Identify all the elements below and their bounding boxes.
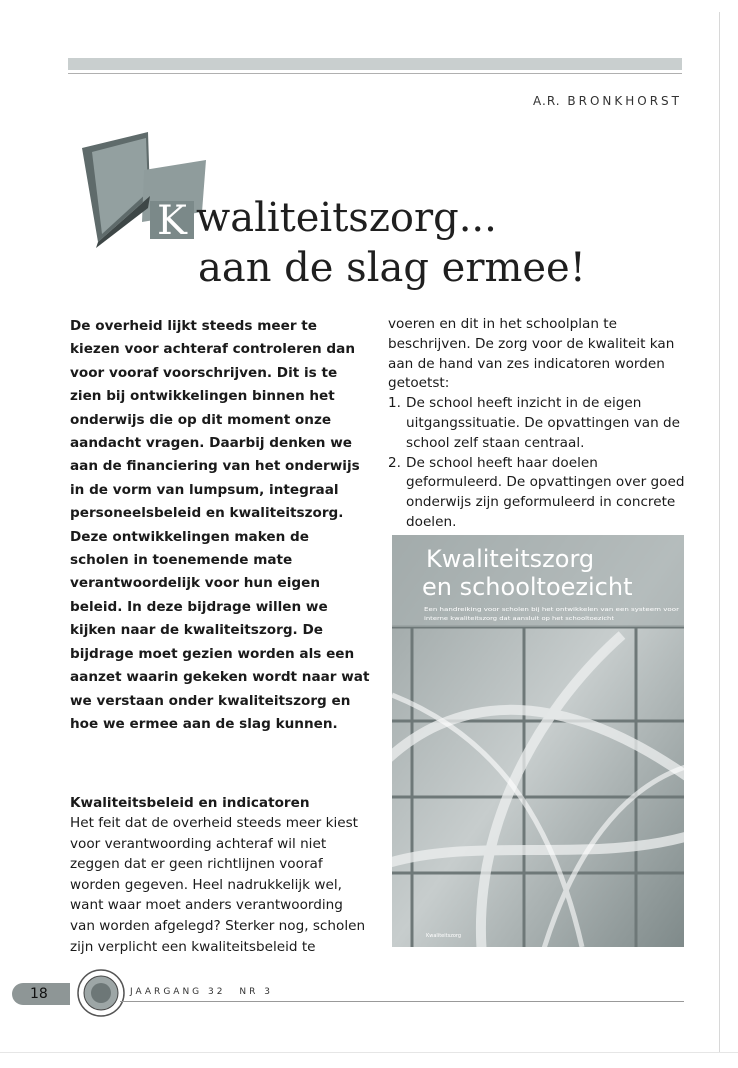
- section-body: Het feit dat de overheid steeds meer kiest voor verantwoording achteraf wil niet zeggen dat er geen richtlijnen vooraf worden gegeven. Heel nadrukkelijk wel, want waar moet anders verantwoording van worden afgelegd? Sterker nog, scholen zijn verplicht een kwaliteitsbeleid te: [70, 815, 366, 955]
- indicator-list: [388, 394, 688, 533]
- footer-issue: [130, 987, 273, 997]
- author-byline: [533, 94, 682, 108]
- footer-jaargang: JAARGANG 32: [130, 987, 226, 997]
- journal-seal-icon: [76, 968, 126, 1018]
- cover-title-line1: Kwaliteitszorg: [426, 545, 595, 573]
- footer-nummer: NR 3: [239, 987, 273, 997]
- cover-subtitle-line2: interne kwaliteitszorg dat aansluit op het schooltoezicht: [424, 616, 616, 622]
- list-number: 1.: [388, 395, 401, 412]
- footer-rule: [120, 1001, 684, 1002]
- list-number: 2.: [388, 454, 401, 471]
- section-heading: Kwaliteitsbeleid en indicatoren: [70, 795, 310, 811]
- cover-publisher-mark: Kwaliteitszorg: [426, 933, 462, 939]
- title-line2: aan de slag ermee!: [198, 244, 586, 291]
- page-number: 18: [30, 986, 48, 1002]
- list-item: [388, 394, 688, 453]
- page-bottom-edge: [0, 1052, 738, 1053]
- right-continuation: voeren en dit in het schoolplan te beschrijven. De zorg voor de kwaliteit kan aan de hand van zes indicatoren worden getoetst:: [388, 316, 675, 392]
- list-text: De school heeft haar doelen geformuleerd. De opvattingen over goed onderwijs zijn geformuleerd in concrete doelen.: [406, 454, 685, 530]
- list-text: De school heeft inzicht in de eigen uitgangssituatie. De opvattingen van de school zelf staan centraal.: [406, 395, 681, 451]
- header-rule: [68, 73, 682, 74]
- book-cover-image: [392, 535, 684, 947]
- list-item: [388, 454, 688, 533]
- article-title: [150, 193, 586, 293]
- page-edge-rule: [719, 12, 720, 1052]
- author-surname: BRONKHORST: [567, 94, 682, 108]
- intro-paragraph: De overheid lijkt steeds meer te kiezen voor achteraf controleren dan voor vooraf voorschrijven. Dit is te zien bij ontwikkelingen binnen het onderwijs die op dit moment onze aandacht vragen. Daarbij denken we aan de financiering van het onderwijs in de vorm van lumpsum, integraal personeelsbeleid en kwaliteitszorg. Deze ontwikkelingen maken de scholen in toenemende mate verantwoordelijk voor hun eigen beleid. In deze bijdrage willen we kijken naar de kwaliteitszorg. De bijdrage moet gezien worden als een aanzet waarin gekeken wordt naar wat we verstaan onder kwaliteitszorg en hoe we ermee aan de slag kunnen.: [70, 318, 370, 732]
- cover-subtitle-line1: Een handreiking voor scholen bij het ontwikkelen van een systeem voor: [424, 607, 680, 613]
- cover-title-line2: en schooltoezicht: [422, 573, 633, 601]
- author-initials: A.R.: [533, 94, 561, 108]
- title-initial: K: [150, 201, 194, 239]
- header-band: [68, 58, 682, 70]
- right-column: [388, 315, 688, 533]
- title-line1: waliteitszorg...: [196, 194, 497, 241]
